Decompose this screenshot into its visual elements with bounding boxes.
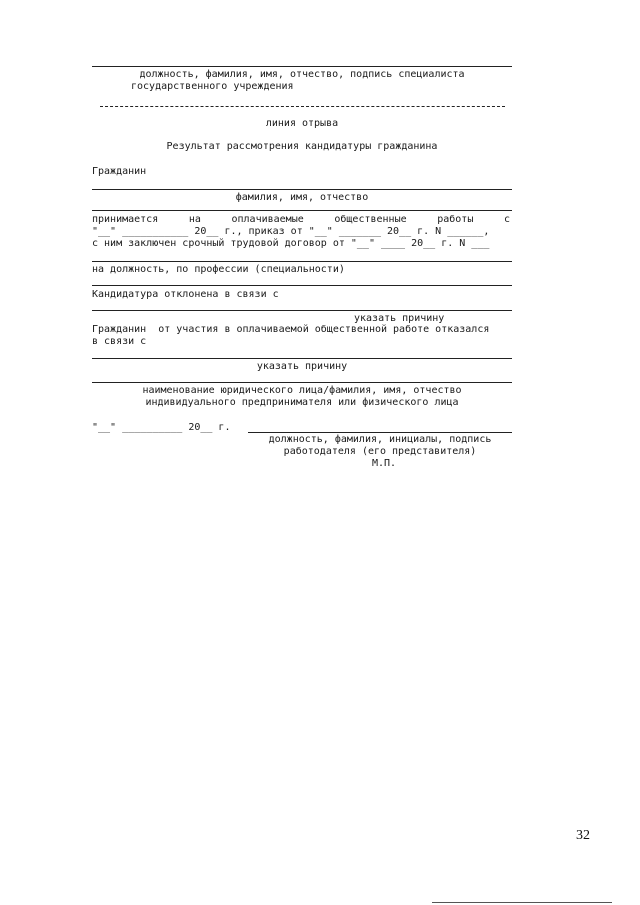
accepted-line1: [92, 214, 510, 226]
accepted-order-line: "__" ___________ 20__ г., приказ от "__" _______ 20__ г. N ______,: [92, 226, 490, 237]
signature-date: "__" __________ 20__ г.: [92, 422, 231, 433]
refused-line1: Гражданин от участия в оплачиваемой общественной работе отказался: [92, 324, 490, 335]
specialist-signature-line: [92, 66, 512, 67]
page-number: 32: [576, 828, 590, 843]
result-title: Результат рассмотрения кандидатуры гражданина: [166, 141, 438, 152]
employer-line: [92, 382, 512, 383]
employer-caption-line2: индивидуального предпринимателя или физического лица: [145, 397, 459, 408]
refused-line2: в связи с: [92, 336, 147, 347]
signature-caption-line2: работодателя (его представителя): [283, 446, 477, 457]
accepted-word: общественные: [334, 214, 407, 225]
citizen-fio-caption: фамилия, имя, отчество: [235, 192, 369, 203]
citizen-label: Гражданин: [92, 166, 147, 177]
accepted-word: работы: [437, 214, 474, 225]
signature-caption-line1: должность, фамилия, инициалы, подпись: [268, 434, 492, 445]
accepted-blank-line: [92, 261, 512, 262]
stamp-label: М.П.: [372, 458, 397, 469]
citizen-fio-extra-line: [92, 210, 512, 211]
refused-reason-line: [92, 358, 512, 359]
specialist-caption-line2: государственного учреждения: [131, 81, 294, 92]
accepted-word: на: [188, 214, 201, 225]
bottom-scan-line: [432, 902, 612, 903]
tear-off-label: линия отрыва: [265, 118, 339, 129]
accepted-word: принимается: [92, 214, 159, 225]
accepted-contract-line: с ним заключен срочный трудовой договор от "__" ____ 20__ г. N ___: [92, 238, 490, 249]
position-caption: на должность, по профессии (специальности): [92, 264, 345, 275]
position-line: [92, 285, 512, 286]
rejected-reason-caption: указать причину: [354, 313, 445, 324]
specialist-caption-line1: должность, фамилия, имя, отчество, подпись специалиста: [139, 69, 465, 80]
accepted-word: оплачиваемые: [231, 214, 304, 225]
accepted-word: с: [503, 214, 510, 225]
employer-caption-line1: наименование юридического лица/фамилия, имя, отчество: [142, 385, 462, 396]
citizen-fio-line: [92, 189, 512, 190]
tear-off-line: [100, 106, 505, 107]
rejected-label: Кандидатура отклонена в связи с: [92, 289, 279, 300]
rejected-reason-line: [92, 310, 512, 311]
signature-line: [248, 432, 512, 433]
refused-reason-caption: указать причину: [256, 361, 348, 372]
